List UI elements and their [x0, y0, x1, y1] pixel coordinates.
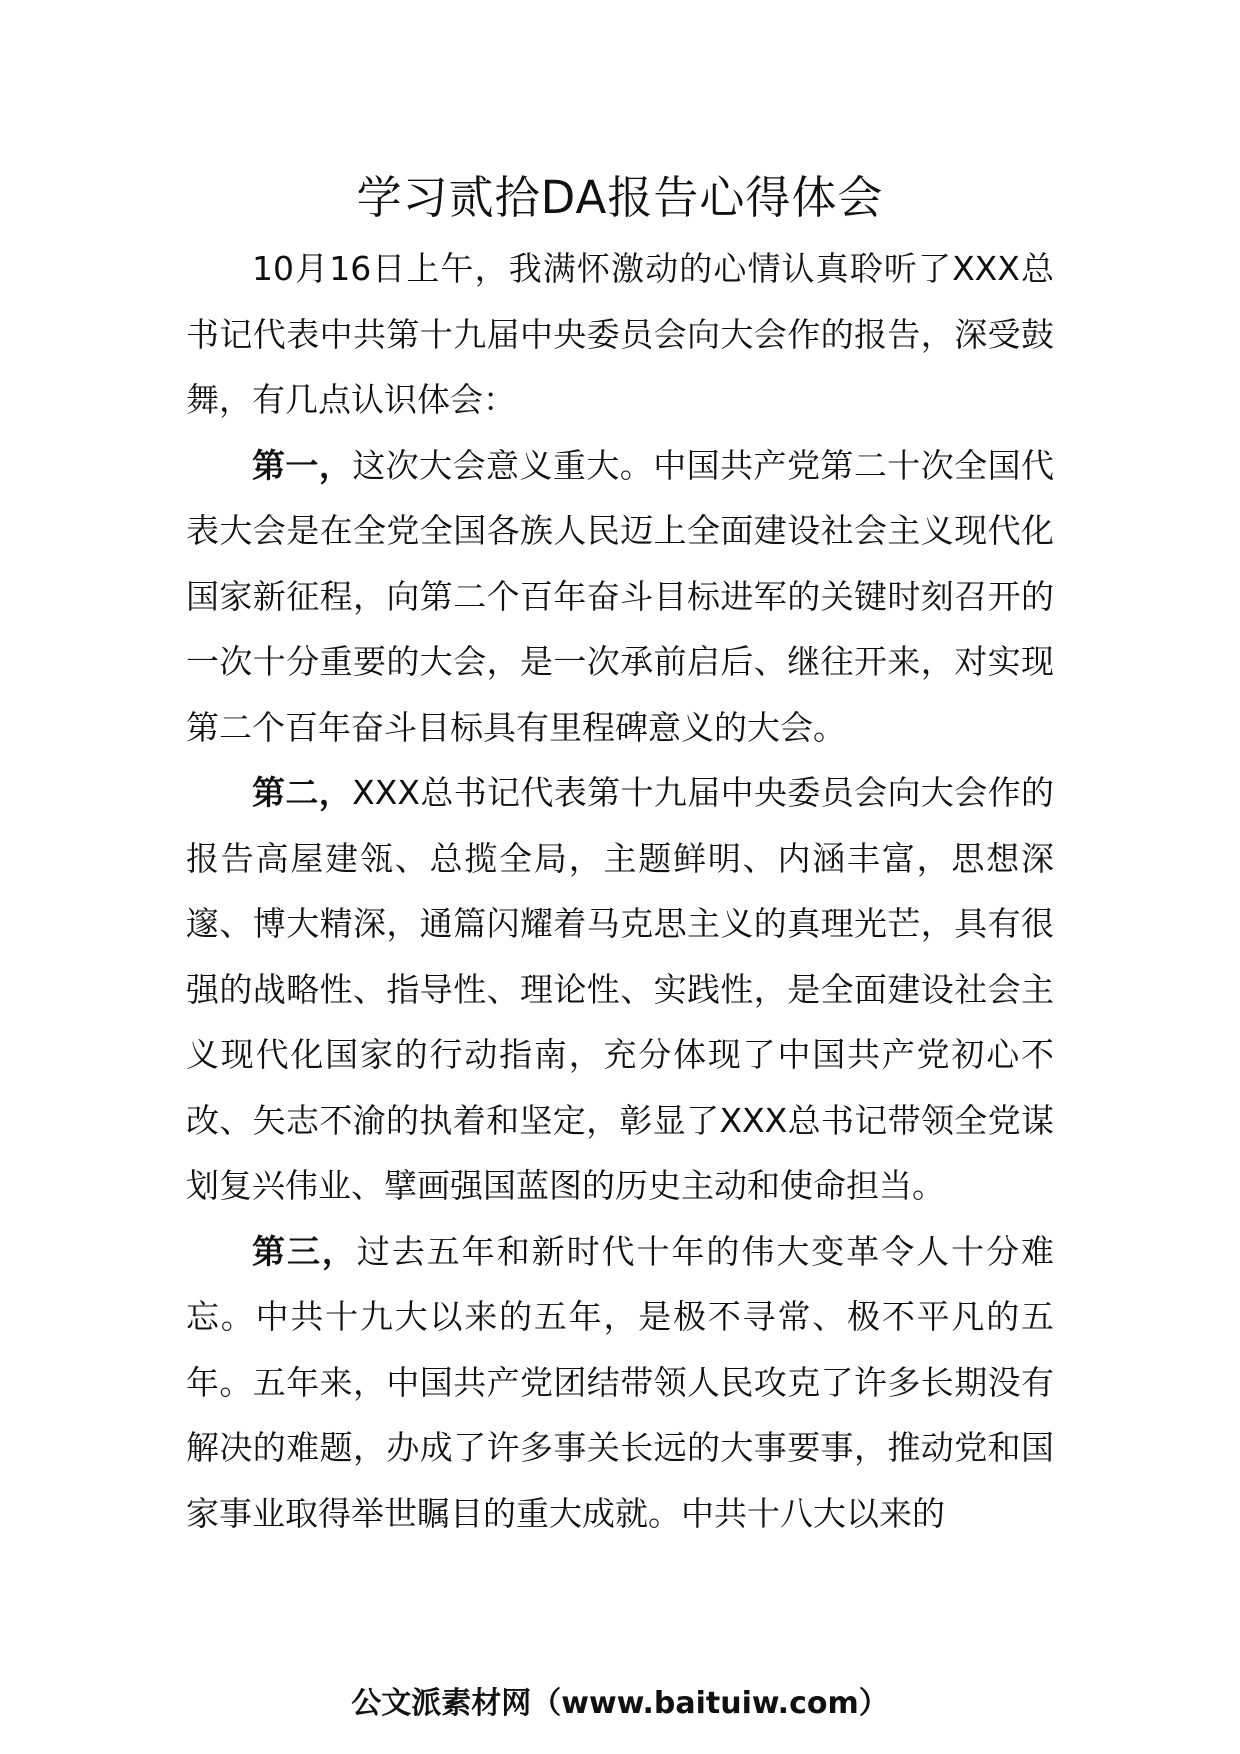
paragraph-text: XXX总书记代表第十九届中央委员会向大会作的报告高屋建瓴、总揽全局，主题鲜明、内涵丰富，思想深邃、博大精深，通篇闪耀着马克思主义的真理光芒，具有很强的战略性、指导性、理论性、实践性，是全面建设社会主义现代化国家的行动指南，充分体现了中国共产党初心不改、矢志不渝的执着和坚定，彰显了XXX总书记带领全党谋划复兴伟业、擘画强国蓝图的历史主动和使命担当。	[186, 773, 1055, 1205]
paragraph-first-point	[186, 433, 1054, 761]
paragraph-lead: 第一，	[252, 445, 353, 485]
page-footer-watermark: 公文派素材网（www.baituiw.com）	[351, 1686, 889, 1721]
document-title: 学习贰拾DA报告心得体会	[356, 171, 884, 224]
paragraph-text: 这次大会意义重大。中国共产党第二十次全国代表大会是在全党全国各族人民迈上全面建设社会主义现代化国家新征程，向第二个百年奋斗目标进军的关键时刻召开的一次十分重要的大会，是一次承前启后、继往开来，对实现第二个百年奋斗目标具有里程碑意义的大会。	[186, 445, 1055, 747]
paragraph-lead: 第二，	[252, 773, 353, 812]
document-body	[186, 236, 1054, 1546]
paragraph-intro	[186, 236, 1054, 433]
paragraph-text: 过去五年和新时代十年的伟大变革令人十分难忘。中共十九大以来的五年，是极不寻常、极不平凡的五年。五年来，中国共产党团结带领人民攻克了许多长期没有解决的难题，办成了许多事关长远的大事要事，推动党和国家事业取得举世瞩目的重大成就。中共十八大以来的	[186, 1231, 1055, 1533]
paragraph-lead: 第三，	[252, 1231, 357, 1271]
paragraph-text: 10月16日上午，我满怀激动的心情认真聆听了XXX总书记代表中共第十九届中央委员会向大会作的报告，深受鼓舞，有几点认识体会：	[186, 249, 1054, 419]
paragraph-third-point	[186, 1219, 1054, 1547]
paragraph-second-point	[186, 760, 1054, 1219]
